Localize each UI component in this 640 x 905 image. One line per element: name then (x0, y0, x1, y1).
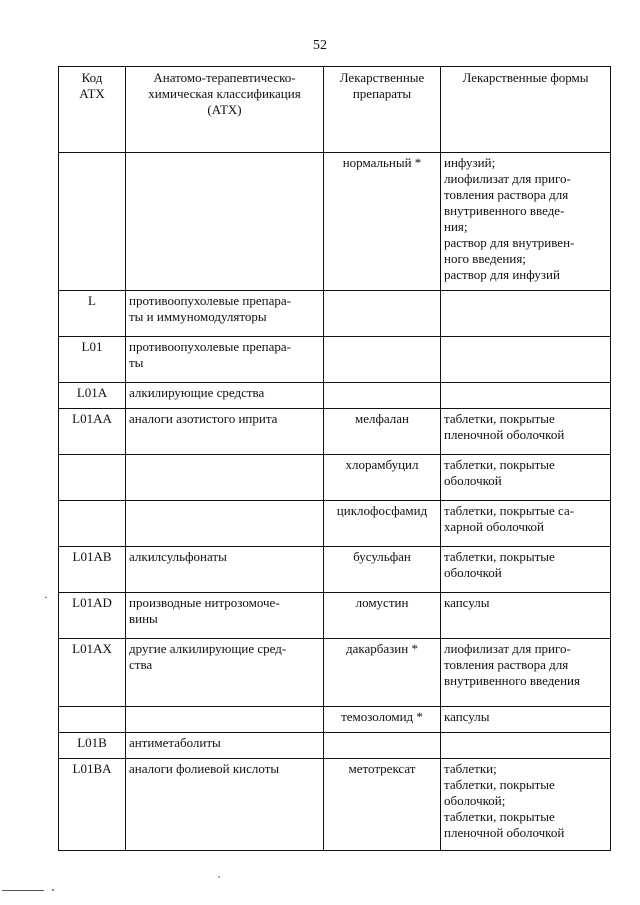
drug-cell (324, 383, 441, 409)
forms-cell-line: таблетки, покрытые (444, 777, 555, 792)
drug-cell (324, 337, 441, 383)
forms-cell (441, 707, 611, 733)
code-cell (59, 759, 126, 851)
header-text-line: АТХ (79, 86, 105, 101)
forms-cell (441, 593, 611, 639)
forms-cell (441, 337, 611, 383)
drug-cell (324, 409, 441, 455)
forms-cell-line: таблетки, покрытые (444, 457, 555, 472)
drug-cell (324, 547, 441, 593)
forms-cell-line: таблетки; (444, 761, 497, 776)
classification-cell (126, 639, 324, 707)
header-text-line: Лекарственные формы (462, 70, 589, 85)
forms-cell-line: оболочкой; (444, 793, 506, 808)
forms-cell-line: пленочной оболочкой (444, 825, 565, 840)
code-cell (59, 409, 126, 455)
code-cell (59, 291, 126, 337)
code-cell (59, 501, 126, 547)
forms-cell (441, 639, 611, 707)
header-text-line: (АТХ) (207, 102, 242, 117)
table-row (59, 153, 611, 291)
drug-cell (324, 593, 441, 639)
forms-cell-line: харной оболочкой (444, 519, 545, 534)
drug-cell (324, 291, 441, 337)
drug-cell (324, 455, 441, 501)
drug-cell-line: нормальный * (342, 155, 422, 170)
code-cell-line: L01AB (72, 549, 112, 564)
code-cell-line: L01B (77, 735, 107, 750)
table-row (59, 547, 611, 593)
table-row (59, 759, 611, 851)
classification-cell (126, 547, 324, 593)
header-text-line: Анатомо-терапевтическо- (153, 70, 296, 85)
forms-cell-line: лиофилизат для приго- (444, 641, 571, 656)
forms-cell-line: раствор для внутривен- (444, 235, 575, 250)
table-row (59, 593, 611, 639)
drug-cell (324, 639, 441, 707)
atx-table (58, 66, 611, 851)
code-cell-line: L01A (76, 385, 108, 400)
forms-cell-line: таблетки, покрытые (444, 549, 555, 564)
drug-cell (324, 707, 441, 733)
classification-cell (126, 759, 324, 851)
table-row (59, 501, 611, 547)
footer-dot (52, 889, 54, 891)
table-row (59, 383, 611, 409)
drug-cell-line: ломустин (355, 595, 409, 610)
classification-cell-line: противоопухолевые препара- (129, 339, 291, 354)
drug-cell-line: метотрексат (348, 761, 416, 776)
forms-cell (441, 501, 611, 547)
code-cell (59, 593, 126, 639)
scan-speck (218, 876, 220, 878)
classification-cell-line: аналоги азотистого иприта (129, 411, 278, 426)
header-forms (441, 67, 611, 153)
forms-cell (441, 409, 611, 455)
code-cell-line: L (88, 293, 96, 308)
code-cell-line: L01 (81, 339, 103, 354)
forms-cell-line: оболочкой (444, 473, 502, 488)
forms-cell (441, 383, 611, 409)
forms-cell-line: капсулы (444, 709, 490, 724)
header-text-line: Лекарственные (339, 70, 425, 85)
classification-cell-line: другие алкилирующие сред- (129, 641, 287, 656)
table-header-row (59, 67, 611, 153)
forms-cell-line: внутривенного введе- (444, 203, 565, 218)
classification-cell-line: производные нитрозомоче- (129, 595, 280, 610)
forms-cell-line: пленочной оболочкой (444, 427, 565, 442)
forms-cell-line: ного введения; (444, 251, 526, 266)
drug-cell-line: дакарбазин * (346, 641, 418, 656)
forms-cell (441, 733, 611, 759)
code-cell (59, 383, 126, 409)
table-row (59, 291, 611, 337)
classification-cell-line: алкилирующие средства (129, 385, 265, 400)
forms-cell-line: таблетки, покрытые са- (444, 503, 575, 518)
table-row (59, 733, 611, 759)
drug-cell-line: хлорамбуцил (345, 457, 419, 472)
footer-rule (2, 890, 44, 891)
table-body (59, 153, 611, 851)
drug-cell-line: бусульфан (353, 549, 411, 564)
forms-cell-line: товления раствора для (444, 657, 569, 672)
code-cell (59, 733, 126, 759)
forms-cell (441, 455, 611, 501)
forms-cell-line: раствор для инфузий (444, 267, 560, 282)
drug-cell (324, 733, 441, 759)
margin-marker: · (44, 592, 48, 604)
drug-cell (324, 153, 441, 291)
classification-cell (126, 383, 324, 409)
forms-cell-line: капсулы (444, 595, 490, 610)
table-row (59, 639, 611, 707)
forms-cell-line: инфузий; (444, 155, 496, 170)
code-cell (59, 337, 126, 383)
drug-cell-line: циклофосфамид (336, 503, 428, 518)
header-drugs (324, 67, 441, 153)
classification-cell (126, 153, 324, 291)
table-row (59, 337, 611, 383)
forms-cell-line: товления раствора для (444, 187, 569, 202)
classification-cell (126, 291, 324, 337)
code-cell-line: L01AX (72, 641, 112, 656)
forms-cell-line: таблетки, покрытые (444, 411, 555, 426)
forms-cell-line: лиофилизат для приго- (444, 171, 571, 186)
code-cell (59, 153, 126, 291)
header-text-line: препараты (352, 86, 412, 101)
header-code (59, 67, 126, 153)
code-cell (59, 639, 126, 707)
forms-cell-line: оболочкой (444, 565, 502, 580)
forms-cell-line: ния; (444, 219, 468, 234)
forms-cell (441, 759, 611, 851)
classification-cell (126, 337, 324, 383)
code-cell-line: L01BA (72, 761, 112, 776)
header-classification (126, 67, 324, 153)
drug-cell-line: мелфалан (354, 411, 409, 426)
code-cell (59, 547, 126, 593)
classification-cell (126, 593, 324, 639)
table-row (59, 455, 611, 501)
classification-cell-line: противоопухолевые препара- (129, 293, 291, 308)
classification-cell-line: алкилсульфонаты (129, 549, 227, 564)
page-number: 52 (313, 38, 327, 53)
forms-cell-line: внутривенного введения (444, 673, 580, 688)
forms-cell (441, 153, 611, 291)
header-text-line: Код (81, 70, 103, 85)
classification-cell (126, 455, 324, 501)
classification-cell (126, 409, 324, 455)
classification-cell-line: антиметаболиты (129, 735, 221, 750)
table-row (59, 409, 611, 455)
classification-cell-line: ства (129, 657, 153, 672)
classification-cell (126, 707, 324, 733)
drug-cell-line: темозоломид * (341, 709, 423, 724)
code-cell (59, 455, 126, 501)
drug-cell (324, 759, 441, 851)
forms-cell-line: таблетки, покрытые (444, 809, 555, 824)
drug-cell (324, 501, 441, 547)
forms-cell (441, 291, 611, 337)
classification-cell (126, 733, 324, 759)
code-cell (59, 707, 126, 733)
classification-cell-line: аналоги фолиевой кислоты (129, 761, 280, 776)
classification-cell-line: вины (129, 611, 158, 626)
classification-cell (126, 501, 324, 547)
classification-cell-line: ты и иммуномодуляторы (129, 309, 267, 324)
code-cell-line: L01AD (72, 595, 112, 610)
table-row (59, 707, 611, 733)
classification-cell-line: ты (129, 355, 144, 370)
forms-cell (441, 547, 611, 593)
code-cell-line: L01AA (72, 411, 112, 426)
header-text-line: химическая классификация (148, 86, 301, 101)
